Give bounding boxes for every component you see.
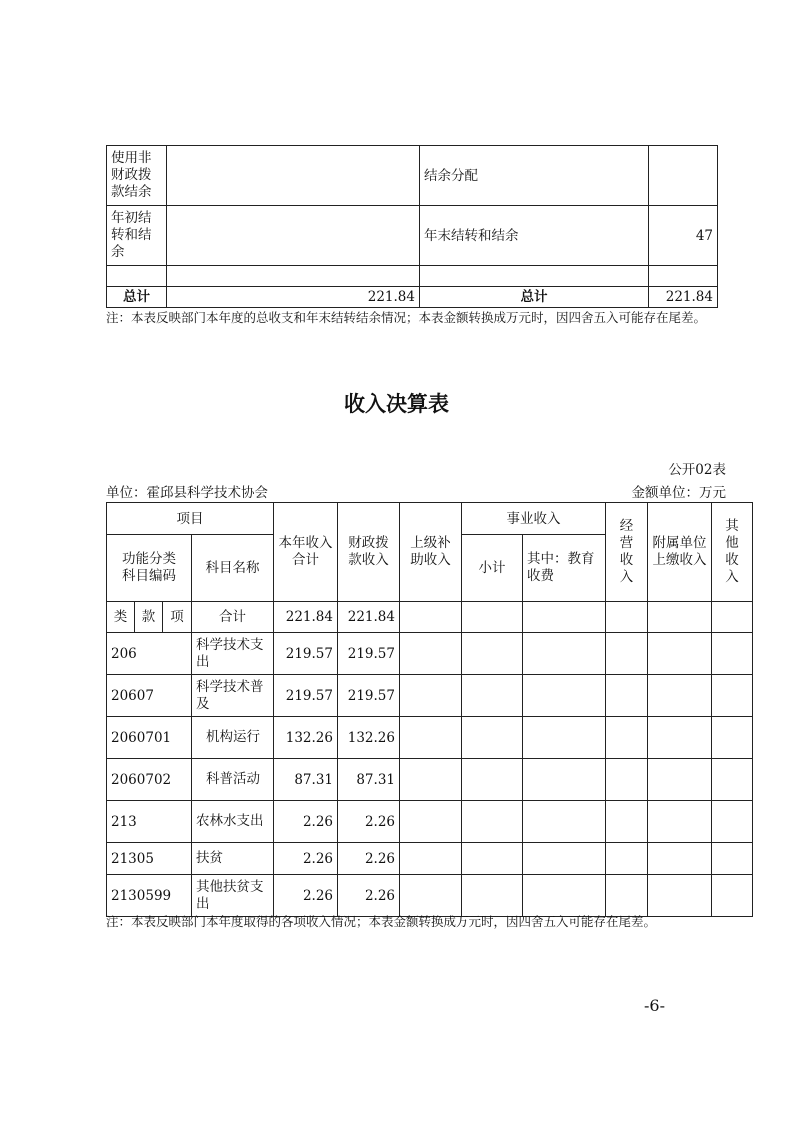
row-code: 2060701 bbox=[107, 717, 192, 759]
table-row bbox=[107, 633, 753, 675]
total-label: 总计 bbox=[420, 287, 649, 308]
row-label bbox=[420, 266, 649, 287]
row-total: 2.26 bbox=[274, 875, 338, 917]
row-name: 机构运行 bbox=[192, 717, 274, 759]
row-label: 使用非财政拨款结余 bbox=[107, 146, 167, 206]
row-name: 科学技术支出 bbox=[192, 633, 274, 675]
row-code: 2130599 bbox=[107, 875, 192, 917]
sum-total: 221.84 bbox=[274, 602, 338, 633]
row-value bbox=[167, 266, 420, 287]
balance-note: 注：本表反映部门本年度的总收支和年末结转结余情况；本表金额转换成万元时，因四舍五入可能存在尾差。 bbox=[106, 310, 707, 325]
header-func-code: 功能分类科目编码 bbox=[107, 535, 192, 602]
header-kuan: 款 bbox=[135, 602, 163, 633]
row-total: 219.57 bbox=[274, 675, 338, 717]
row-total: 2.26 bbox=[274, 801, 338, 843]
unit-label: 单位：霍邱县科学技术协会 bbox=[106, 485, 268, 501]
table-code: 公开02表 bbox=[668, 462, 726, 478]
row-fiscal: 87.31 bbox=[338, 759, 400, 801]
balance-table bbox=[106, 145, 718, 308]
header-subject-name: 科目名称 bbox=[192, 535, 274, 602]
row-label bbox=[107, 266, 167, 287]
row-total: 219.57 bbox=[274, 633, 338, 675]
row-code: 20607 bbox=[107, 675, 192, 717]
row-label: 年末结转和结余 bbox=[420, 206, 649, 266]
total-label: 总计 bbox=[107, 287, 167, 308]
header-operating: 经营收入 bbox=[606, 503, 648, 602]
row-value bbox=[649, 146, 718, 206]
sum-row bbox=[107, 602, 753, 633]
header-education-fee: 其中：教育收费 bbox=[523, 535, 606, 602]
header-row bbox=[107, 503, 753, 535]
row-total: 87.31 bbox=[274, 759, 338, 801]
table-row bbox=[107, 675, 753, 717]
table-row bbox=[107, 875, 753, 917]
table-row bbox=[107, 801, 753, 843]
row-label: 年初结转和结余 bbox=[107, 206, 167, 266]
table-row bbox=[107, 843, 753, 875]
total-value: 221.84 bbox=[649, 287, 718, 308]
table-row bbox=[107, 146, 718, 206]
header-fiscal: 财政拨款收入 bbox=[338, 503, 400, 602]
table-row bbox=[107, 717, 753, 759]
row-fiscal: 2.26 bbox=[338, 801, 400, 843]
total-value: 221.84 bbox=[167, 287, 420, 308]
row-label: 结余分配 bbox=[420, 146, 649, 206]
sum-label: 合计 bbox=[192, 602, 274, 633]
row-total: 132.26 bbox=[274, 717, 338, 759]
row-value: 47 bbox=[649, 206, 718, 266]
header-upper-subsidy: 上级补助收入 bbox=[400, 503, 462, 602]
income-table bbox=[106, 502, 753, 917]
row-name: 科学技术普及 bbox=[192, 675, 274, 717]
row-total: 2.26 bbox=[274, 843, 338, 875]
header-subtotal: 小计 bbox=[462, 535, 523, 602]
row-name: 科普活动 bbox=[192, 759, 274, 801]
row-fiscal: 132.26 bbox=[338, 717, 400, 759]
row-name: 扶贫 bbox=[192, 843, 274, 875]
header-other: 其他收入 bbox=[712, 503, 753, 602]
sum-fiscal: 221.84 bbox=[338, 602, 400, 633]
header-item: 项目 bbox=[107, 503, 274, 535]
row-fiscal: 2.26 bbox=[338, 875, 400, 917]
header-total-income: 本年收入合计 bbox=[274, 503, 338, 602]
table-row bbox=[107, 206, 718, 266]
table-row bbox=[107, 266, 718, 287]
amount-unit: 金额单位：万元 bbox=[631, 485, 726, 501]
header-xiang: 项 bbox=[163, 602, 192, 633]
row-value bbox=[167, 146, 420, 206]
row-code: 213 bbox=[107, 801, 192, 843]
income-note: 注：本表反映部门本年度取得的各项收入情况；本表金额转换成万元时，因四舍五入可能存在尾差。 bbox=[106, 914, 657, 929]
row-name: 其他扶贫支出 bbox=[192, 875, 274, 917]
table-row bbox=[107, 759, 753, 801]
header-lei: 类 bbox=[107, 602, 135, 633]
row-value bbox=[649, 266, 718, 287]
row-fiscal: 2.26 bbox=[338, 843, 400, 875]
row-fiscal: 219.57 bbox=[338, 633, 400, 675]
row-fiscal: 219.57 bbox=[338, 675, 400, 717]
page-number: -6- bbox=[644, 996, 665, 1015]
row-code: 2060702 bbox=[107, 759, 192, 801]
row-name: 农林水支出 bbox=[192, 801, 274, 843]
row-code: 206 bbox=[107, 633, 192, 675]
row-value bbox=[167, 206, 420, 266]
page-title: 收入决算表 bbox=[344, 392, 449, 416]
header-affiliated: 附属单位上缴收入 bbox=[648, 503, 712, 602]
total-row bbox=[107, 287, 718, 308]
row-code: 21305 bbox=[107, 843, 192, 875]
header-business: 事业收入 bbox=[462, 503, 606, 535]
